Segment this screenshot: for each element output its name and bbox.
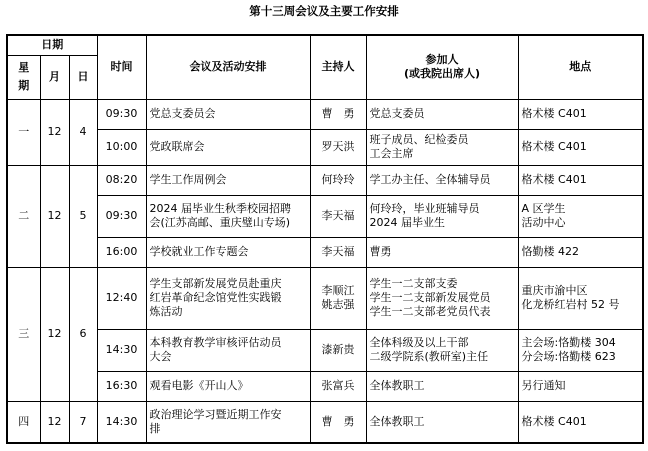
host-cell (310, 329, 366, 371)
attendees-line: 何玲玲，毕业班辅导员 (369, 202, 480, 215)
attendees-cell (366, 195, 518, 237)
month-cell: 12 (40, 267, 69, 401)
location-header: 地点 (518, 35, 643, 99)
host-cell (310, 195, 366, 237)
location-line: 恪勤楼 422 (521, 245, 580, 258)
day-header: 日 (69, 55, 97, 99)
location-cell (518, 129, 643, 165)
day-cell: 6 (69, 267, 97, 401)
location-cell (518, 99, 643, 129)
attendees-header (366, 35, 518, 99)
time-cell: 10:00 (97, 129, 146, 165)
host-line: 曹 勇 (321, 414, 355, 428)
event-line: 政治理论学习暨近期工作安 (149, 407, 282, 421)
location-cell (518, 195, 643, 237)
table-row (7, 329, 643, 371)
location-line: 主会场:恪勤楼 304 (521, 336, 616, 349)
event-cell (146, 129, 310, 165)
event-cell (146, 329, 310, 371)
table-row (7, 129, 643, 165)
time-cell: 16:30 (97, 371, 146, 401)
month-cell: 12 (40, 99, 69, 165)
host-line: 曹 勇 (321, 107, 355, 120)
weekday-cell: 四 (7, 401, 40, 443)
attendees-line: 党总支委员 (369, 107, 425, 120)
attendees-line: 2024 届毕业生 (369, 216, 446, 229)
event-line: 2024 届毕业生秋季校园招聘 (149, 202, 292, 215)
page-title: 第十三周会议及主要工作安排 (249, 4, 399, 18)
attendees-line: 学工办主任、全体辅导员 (369, 173, 491, 186)
attendees-line: 全体教职工 (369, 414, 425, 428)
weekday-cell: 一 (7, 99, 40, 165)
host-line: 何玲玲 (321, 173, 355, 186)
table-row (7, 267, 643, 329)
attendees-line: 班子成员、纪检委员 (369, 133, 469, 146)
time-cell: 16:00 (97, 237, 146, 267)
time-header: 时间 (97, 35, 146, 99)
table-row (7, 401, 643, 443)
event-line: 学生支部新发展党员赴重庆 (149, 277, 282, 290)
schedule-table (6, 34, 644, 444)
host-cell (310, 165, 366, 195)
attendees-line: 学生一二支部老党员代表 (369, 305, 491, 318)
table-row (7, 195, 643, 237)
attendees-header-line: (或我院出席人) (403, 67, 481, 81)
location-cell (518, 401, 643, 443)
event-line: 党政联席会 (149, 140, 205, 153)
location-cell (518, 267, 643, 329)
table-row (7, 165, 643, 195)
event-line: 大会 (149, 350, 172, 363)
host-line: 罗天洪 (321, 140, 355, 153)
host-cell (310, 267, 366, 329)
location-cell (518, 329, 643, 371)
attendees-cell (366, 99, 518, 129)
event-line: 学生工作周例会 (149, 173, 227, 186)
event-line: 红岩革命纪念馆党性实践锻 (149, 291, 282, 304)
time-cell: 09:30 (97, 99, 146, 129)
host-line: 漆新贵 (321, 343, 355, 356)
host-line: 李天福 (321, 209, 355, 222)
attendees-line: 学生一二支部新发展党员 (369, 291, 491, 304)
location-cell (518, 371, 643, 401)
location-line: A 区学生 (521, 202, 566, 215)
event-cell (146, 267, 310, 329)
day-cell: 7 (69, 401, 97, 443)
host-cell (310, 129, 366, 165)
time-cell: 09:30 (97, 195, 146, 237)
event-cell (146, 371, 310, 401)
day-cell: 5 (69, 165, 97, 267)
weekday-cell: 三 (7, 267, 40, 401)
event-line: 观看电影《开山人》 (149, 379, 249, 392)
event-line: 炼活动 (149, 305, 183, 318)
host-cell (310, 99, 366, 129)
location-line: 重庆市渝中区 (521, 284, 588, 297)
time-cell: 14:30 (97, 329, 146, 371)
event-cell (146, 99, 310, 129)
location-line: 格术楼 C401 (521, 140, 587, 153)
attendees-cell (366, 165, 518, 195)
location-cell (518, 237, 643, 267)
attendees-cell (366, 329, 518, 371)
host-cell (310, 237, 366, 267)
month-header: 月 (40, 55, 69, 99)
attendees-line: 学生一二支部支委 (369, 277, 458, 290)
month-cell: 12 (40, 165, 69, 267)
host-line: 张富兵 (321, 379, 355, 392)
host-header: 主持人 (310, 35, 366, 99)
attendees-header-line: 参加人 (425, 53, 459, 67)
table-row (7, 371, 643, 401)
location-line: 格术楼 C401 (521, 414, 587, 428)
weekday-cell: 二 (7, 165, 40, 267)
attendees-line: 工会主席 (369, 147, 414, 160)
event-line: 党总支委员会 (149, 107, 216, 120)
attendees-line: 全体教职工 (369, 379, 425, 392)
month-cell: 12 (40, 401, 69, 443)
location-line: 格术楼 C401 (521, 173, 587, 186)
date-group-header: 日期 (7, 35, 97, 55)
location-line: 活动中心 (521, 216, 566, 229)
table-row (7, 99, 643, 129)
time-cell: 08:20 (97, 165, 146, 195)
host-line: 李天福 (321, 245, 355, 258)
event-cell (146, 237, 310, 267)
attendees-cell (366, 267, 518, 329)
event-line: 本科教育教学审核评估动员 (149, 336, 282, 349)
time-cell: 14:30 (97, 401, 146, 443)
attendees-cell (366, 371, 518, 401)
weekday-header: 星期 (7, 55, 40, 99)
attendees-cell (366, 401, 518, 443)
attendees-cell (366, 237, 518, 267)
schedule-body (7, 99, 643, 443)
host-line: 姚志强 (321, 298, 355, 311)
location-line: 分会场:恪勤楼 623 (521, 350, 616, 363)
attendees-line: 全体科级及以上干部 (369, 336, 469, 349)
host-cell (310, 401, 366, 443)
attendees-line: 曹勇 (369, 245, 392, 258)
host-cell (310, 371, 366, 401)
time-cell: 12:40 (97, 267, 146, 329)
location-line: 格术楼 C401 (521, 107, 587, 120)
event-line: 会(江苏高邮、重庆璧山专场) (149, 216, 291, 229)
attendees-line: 二级学院系(教研室)主任 (369, 350, 489, 363)
event-cell (146, 401, 310, 443)
table-row (7, 237, 643, 267)
attendees-cell (366, 129, 518, 165)
event-line: 排 (149, 421, 161, 435)
location-line: 另行通知 (521, 379, 566, 392)
day-cell: 4 (69, 99, 97, 165)
event-cell (146, 195, 310, 237)
host-line: 李顺江 (321, 284, 355, 297)
event-cell (146, 165, 310, 195)
event-header: 会议及活动安排 (146, 35, 310, 99)
event-line: 学校就业工作专题会 (149, 245, 249, 258)
location-line: 化龙桥红岩村 52 号 (521, 298, 620, 311)
location-cell (518, 165, 643, 195)
